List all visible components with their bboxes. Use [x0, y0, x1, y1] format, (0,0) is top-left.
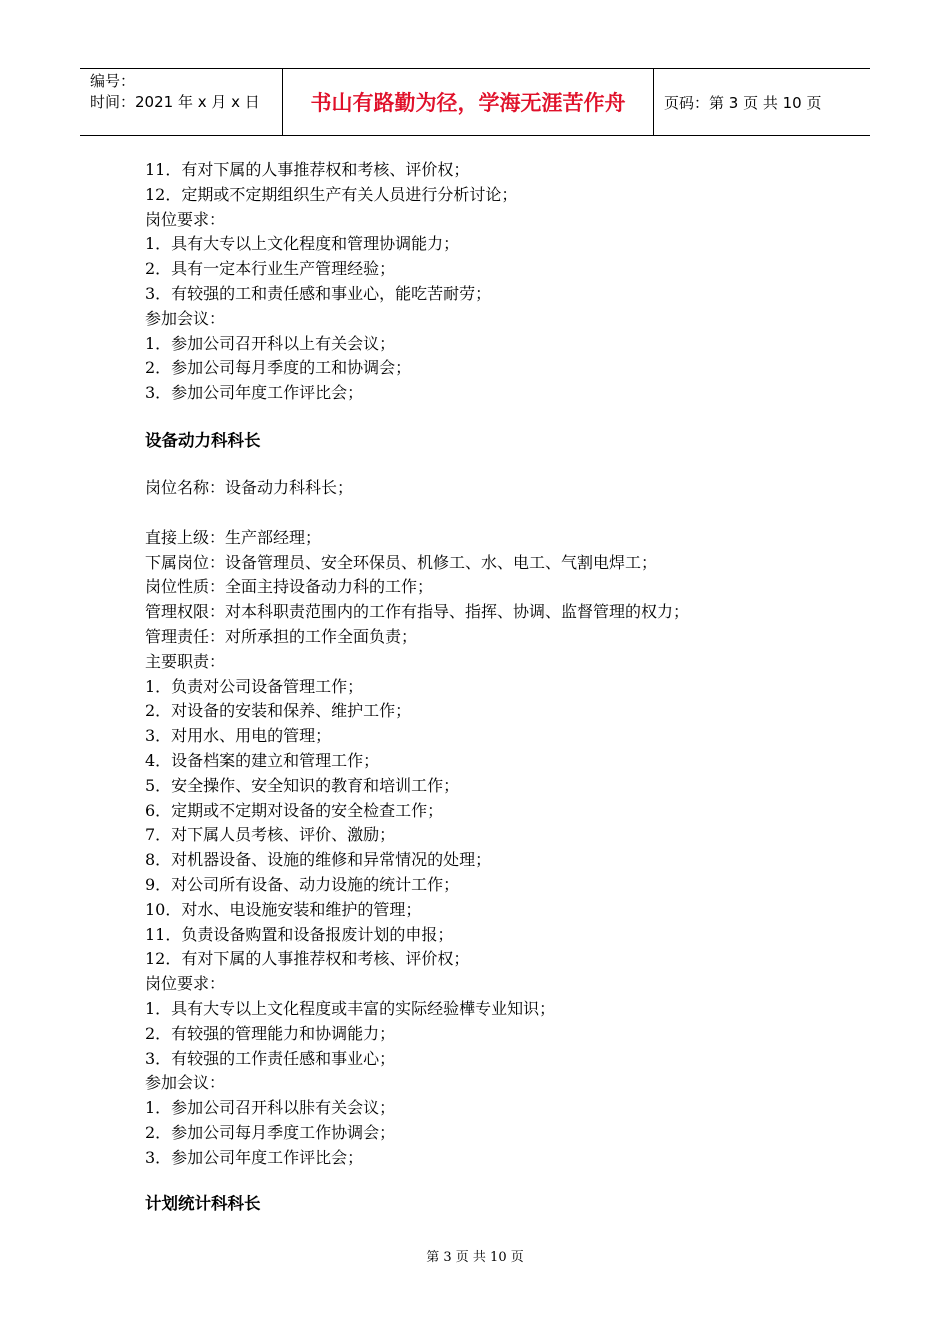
document-body	[145, 158, 845, 1216]
text-line: 1．具有大专以上文化程度或丰富的实际经验樺专业知识；	[145, 998, 556, 1018]
text-line: 4．设备档案的建立和管理工作；	[145, 750, 380, 770]
text-line: 12．定期或不定期组织生产有关人员进行分析讨论；	[145, 184, 518, 204]
header-left-cell	[80, 69, 282, 135]
text-line: 2．对设备的安装和保养、维护工作；	[145, 701, 412, 721]
text-line: 管理责任：对所承担的工作全面负责；	[145, 626, 418, 646]
position-name: 岗位名称：设备动力科科长；	[145, 477, 354, 497]
text-line: 2．参加公司每月季度工作协调会；	[145, 1122, 396, 1142]
text-line: 1．负责对公司设备管理工作；	[145, 676, 364, 696]
document-header	[80, 68, 870, 136]
text-line: 9．对公司所有设备、动力设施的统计工作；	[145, 874, 460, 894]
section-title-planning: 计划统计科科长	[145, 1194, 261, 1214]
text-line: 6．定期或不定期对设备的安全检查工作；	[145, 800, 444, 820]
text-line: 3．有较强的工和责任感和事业心，能吃苦耐劳；	[145, 283, 492, 303]
text-line: 参加会议：	[145, 308, 226, 328]
number-label: 编号：	[90, 72, 136, 90]
text-line: 10．对水、电设施安装和维护的管理；	[145, 899, 422, 919]
text-line: 下属岗位：设备管理员、安全环保员、机修工、水、电工、气割电焊工；	[145, 552, 658, 572]
text-line: 参加会议：	[145, 1073, 226, 1093]
block1	[145, 158, 845, 406]
text-line: 2．有较强的管理能力和协调能力；	[145, 1023, 396, 1043]
text-line: 2．参加公司每月季度的工和协调会；	[145, 358, 412, 378]
text-line: 管理权限：对本科职责范围内的工作有指导、指挥、协调、监督管理的权力；	[145, 602, 690, 622]
text-line: 主要职责：	[145, 651, 226, 671]
text-line: 12．有对下属的人事推荐权和考核、评价权；	[145, 949, 470, 969]
text-line: 2．具有一定本行业生产管理经验；	[145, 259, 396, 279]
text-line: 1．参加公司召开科以胩有关会议；	[145, 1098, 396, 1118]
time-label: 时间：2021 年 x 月 x 日	[90, 93, 260, 111]
text-line: 8．对机器设备、设施的维修和异常情况的处理；	[145, 850, 492, 870]
block2	[145, 526, 845, 1171]
text-line: 3．对用水、用电的管理；	[145, 726, 332, 746]
text-line: 3．参加公司年度工作评比会；	[145, 1147, 364, 1167]
text-line: 7．对下属人员考核、评价、激励；	[145, 825, 396, 845]
section-title-equipment: 设备动力科科长	[145, 430, 261, 450]
text-line: 5．安全操作、安全知识的教育和培训工作；	[145, 775, 460, 795]
text-line: 直接上级：生产部经理；	[145, 527, 322, 547]
text-line: 岗位性质：全面主持设备动力科的工作；	[145, 577, 434, 597]
text-line: 3．参加公司年度工作评比会；	[145, 383, 364, 403]
header-motto: 书山有路勤为径，学海无涯苦作舟	[282, 69, 654, 135]
text-line: 11．有对下属的人事推荐权和考核、评价权；	[145, 160, 470, 179]
text-line: 3．有较强的工作责任感和事业心；	[145, 1048, 396, 1068]
text-line: 岗位要求：	[145, 209, 226, 229]
text-line: 1．具有大专以上文化程度和管理协调能力；	[145, 234, 460, 254]
text-line: 1．参加公司召开科以上有关会议；	[145, 333, 396, 353]
text-line: 11．负责设备购置和设备报废计划的申报；	[145, 924, 454, 944]
text-line: 岗位要求：	[145, 974, 226, 994]
header-page-info: 页码：第 3 页 共 10 页	[664, 93, 822, 112]
page-footer: 第 3 页 共 10 页	[426, 1250, 524, 1265]
